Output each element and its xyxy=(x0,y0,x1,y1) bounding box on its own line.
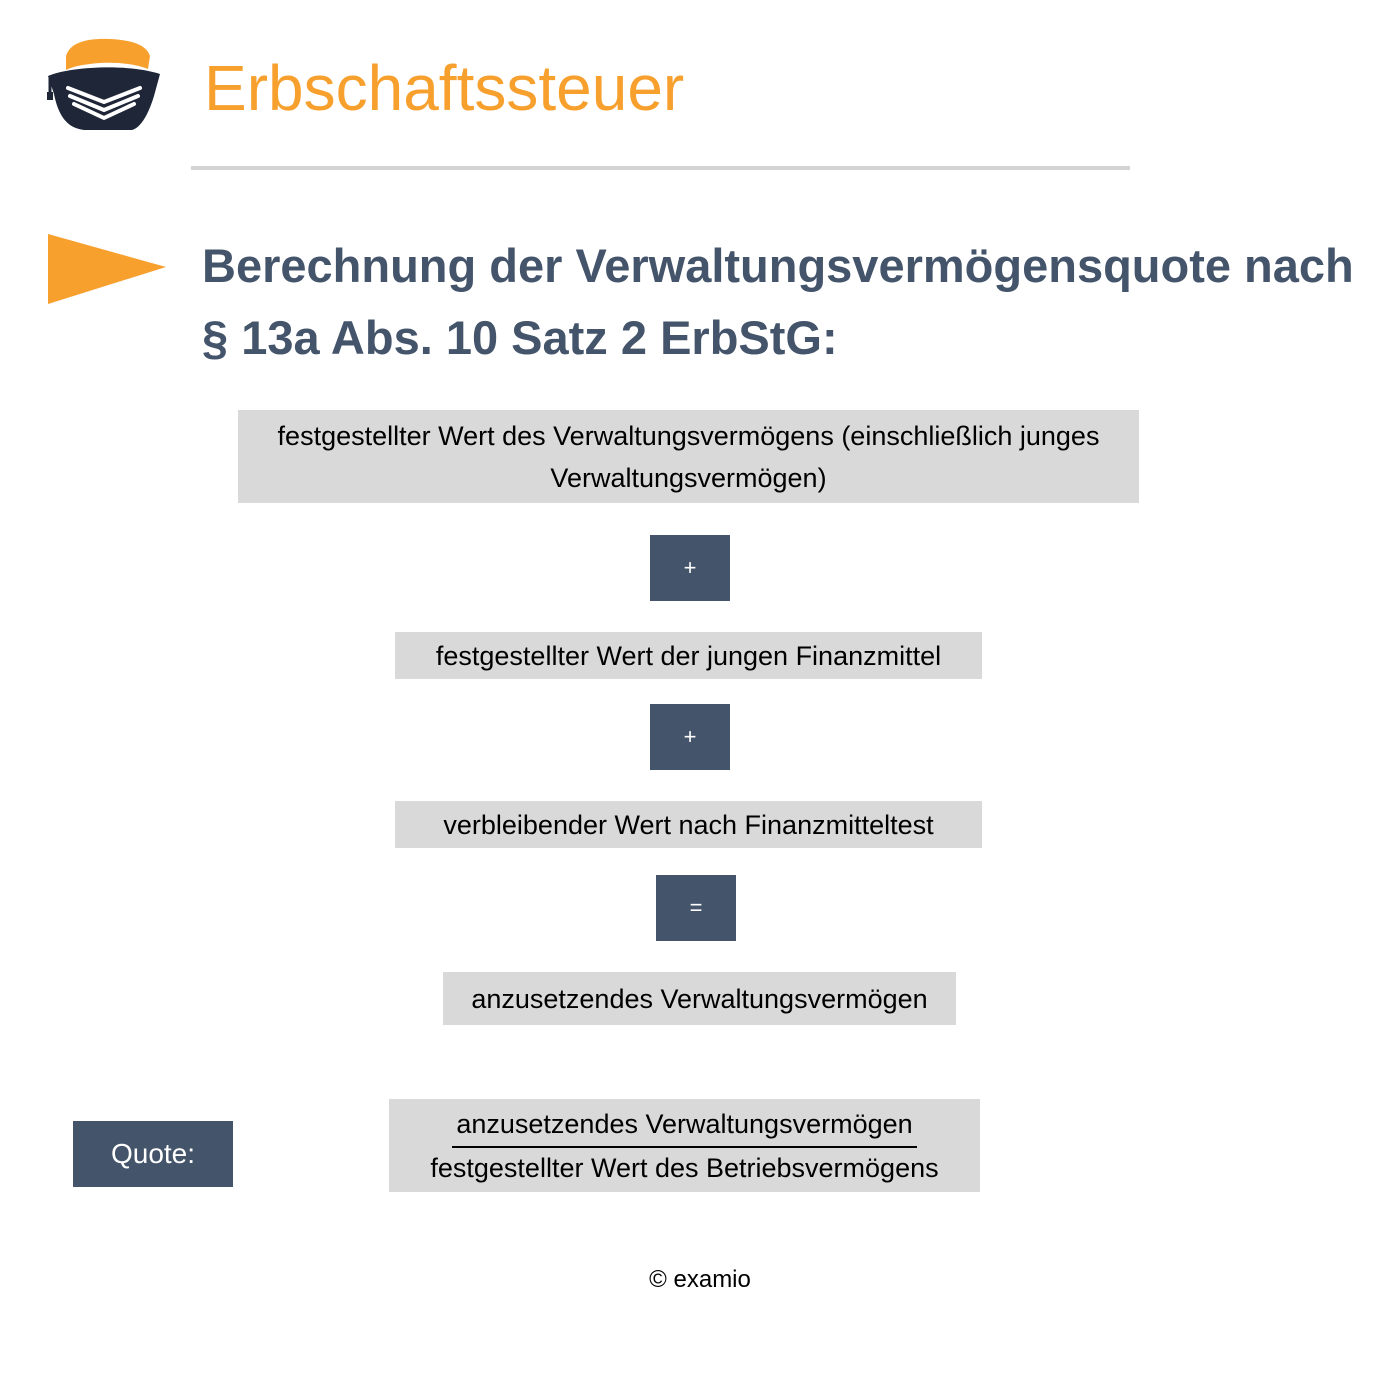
formula-box-junge-finanzmittel: festgestellter Wert der jungen Finanzmittel xyxy=(395,632,982,679)
formula-box-verwaltungsvermoegen xyxy=(238,410,1139,503)
quote-denominator: festgestellter Wert des Betriebsvermögens xyxy=(430,1152,939,1183)
orange-triangle-pointer-icon xyxy=(48,234,166,304)
section-heading-line1: Berechnung der Verwaltungsvermögensquote nach xyxy=(202,239,1354,292)
section-heading-line2: § 13a Abs. 10 Satz 2 ErbStG: xyxy=(202,311,838,364)
page-title: Erbschaftssteuer xyxy=(204,52,685,124)
quote-fraction xyxy=(389,1099,980,1192)
formula-box-anzusetzendes-vermoegen: anzusetzendes Verwaltungsvermögen xyxy=(443,972,956,1025)
plus-operator-2: + xyxy=(650,704,730,770)
graduation-cap-book-icon xyxy=(44,36,164,136)
formula-box-verwaltungsvermoegen-line2: Verwaltungsvermögen) xyxy=(550,462,827,493)
formula-box-finanzmitteltest: verbleibender Wert nach Finanzmitteltest xyxy=(395,801,982,848)
formula-box-verwaltungsvermoegen-line1: festgestellter Wert des Verwaltungsvermögens (einschließlich junges xyxy=(277,420,1100,451)
equals-operator: = xyxy=(656,875,736,941)
copyright-notice: © examio xyxy=(649,1266,751,1293)
plus-operator-1: + xyxy=(650,535,730,601)
title-divider xyxy=(191,166,1130,170)
quote-numerator: anzusetzendes Verwaltungsvermögen xyxy=(452,1104,916,1148)
section-heading xyxy=(202,230,1354,374)
quote-label: Quote: xyxy=(73,1121,233,1187)
